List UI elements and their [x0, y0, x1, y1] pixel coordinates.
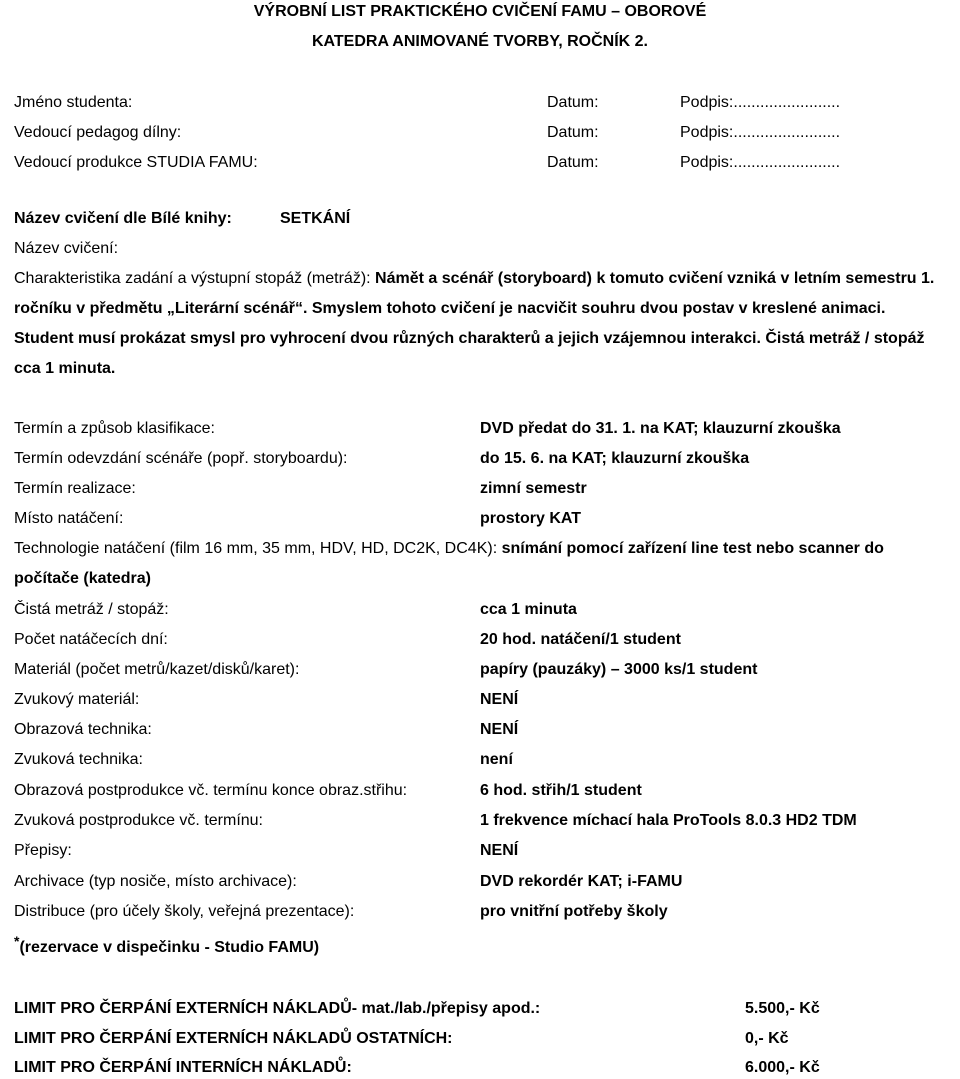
- term-label: Termín realizace:: [14, 480, 136, 497]
- detail-value: NENÍ: [480, 691, 519, 708]
- detail-value: 20 hod. natáčení/1 student: [480, 631, 681, 648]
- document-subtitle: KATEDRA ANIMOVANÉ TVORBY, ROČNÍK 2.: [311, 33, 648, 50]
- detail-label: Materiál (počet metrů/kazet/disků/karet):: [14, 661, 300, 678]
- term-value: zimní semestr: [480, 480, 587, 497]
- term-label: Termín odevzdání scénáře (popř. storyboardu):: [14, 450, 348, 467]
- document-title: VÝROBNÍ LIST PRAKTICKÉHO CVIČENÍ FAMU – OBOROVÉ: [253, 3, 707, 20]
- detail-value: 6 hod. střih/1 student: [480, 782, 642, 799]
- signature-label: Vedoucí pedagog dílny:: [14, 124, 182, 141]
- detail-value: pro vnitřní potřeby školy: [480, 903, 668, 920]
- exercise-name-label: Název cvičení:: [14, 240, 119, 257]
- detail-label: Obrazová postprodukce vč. termínu konce obraz.střihu:: [14, 782, 408, 799]
- detail-label: Distribuce (pro účely školy, veřejná prezentace):: [14, 903, 355, 920]
- characteristics-value: Námět a scénář (storyboard) k tomuto cvičení vzniká v letním semestru 1. ročníku v předmětu „Literární scénář“. Smyslem tohoto cvičení je nacvičit souhru dvou postav v kreslené animaci. Student musí prokázat smysl pro vyhrocení dvou různých charakterů a jejich vzájemnou interakci. Čistá metráž / stopáž cca 1 minuta.: [14, 270, 935, 377]
- footnote: [14, 933, 319, 957]
- signature-field: Podpis:........................: [680, 124, 841, 141]
- white-book-value: SETKÁNÍ: [280, 210, 351, 227]
- term-value: do 15. 6. na KAT; klauzurní zkouška: [480, 450, 750, 467]
- signature-label: Jméno studenta:: [14, 94, 133, 111]
- detail-value: 1 frekvence míchací hala ProTools 8.0.3 HD2 TDM: [480, 812, 857, 829]
- technology-label: Technologie natáčení (film 16 mm, 35 mm, HDV, HD, DC2K, DC4K):: [14, 540, 498, 557]
- footnote-text: (rezervace v dispečinku - Studio FAMU): [19, 939, 320, 956]
- white-book-label: Název cvičení dle Bílé knihy:: [14, 210, 232, 227]
- signature-date: Datum:: [547, 124, 599, 141]
- detail-value: papíry (pauzáky) – 3000 ks/1 student: [480, 661, 758, 678]
- technology-paragraph: [14, 534, 949, 594]
- detail-label: Počet natáčecích dní:: [14, 631, 168, 648]
- signature-date: Datum:: [547, 94, 599, 111]
- signature-date: Datum:: [547, 154, 599, 171]
- signature-field: Podpis:........................: [680, 94, 841, 111]
- term-value: prostory KAT: [480, 510, 582, 527]
- detail-label: Archivace (typ nosiče, místo archivace):: [14, 873, 297, 890]
- detail-value: cca 1 minuta: [480, 601, 577, 618]
- limit-label: LIMIT PRO ČERPÁNÍ INTERNÍCH NÁKLADŮ:: [14, 1059, 352, 1076]
- characteristics-paragraph: [14, 264, 949, 384]
- detail-label: Zvukový materiál:: [14, 691, 140, 708]
- detail-label: Přepisy:: [14, 842, 72, 859]
- detail-value: není: [480, 751, 513, 768]
- detail-label: Čistá metráž / stopáž:: [14, 601, 169, 618]
- term-label: Místo natáčení:: [14, 510, 124, 527]
- detail-label: Zvuková technika:: [14, 751, 143, 768]
- limit-label: LIMIT PRO ČERPÁNÍ EXTERNÍCH NÁKLADŮ- mat./lab./přepisy apod.:: [14, 1000, 541, 1017]
- limit-value: 6.000,- Kč: [745, 1059, 820, 1076]
- signature-label: Vedoucí produkce STUDIA FAMU:: [14, 154, 258, 171]
- detail-label: Obrazová technika:: [14, 721, 152, 738]
- limit-value: 0,- Kč: [745, 1030, 789, 1047]
- detail-value: DVD rekordér KAT; i-FAMU: [480, 873, 683, 890]
- limit-value: 5.500,- Kč: [745, 1000, 820, 1017]
- limit-label: LIMIT PRO ČERPÁNÍ EXTERNÍCH NÁKLADŮ OSTATNÍCH:: [14, 1030, 453, 1047]
- term-label: Termín a způsob klasifikace:: [14, 420, 215, 437]
- detail-value: NENÍ: [480, 842, 519, 859]
- detail-value: NENÍ: [480, 721, 519, 738]
- technology-value: snímání pomocí zařízení line test nebo scanner do počítače (katedra): [14, 540, 884, 587]
- footnote-star: *: [14, 933, 20, 949]
- signature-field: Podpis:........................: [680, 154, 841, 171]
- term-value: DVD předat do 31. 1. na KAT; klauzurní zkouška: [480, 420, 841, 437]
- detail-label: Zvuková postprodukce vč. termínu:: [14, 812, 263, 829]
- characteristics-label: Charakteristika zadání a výstupní stopáž (metráž):: [14, 270, 371, 287]
